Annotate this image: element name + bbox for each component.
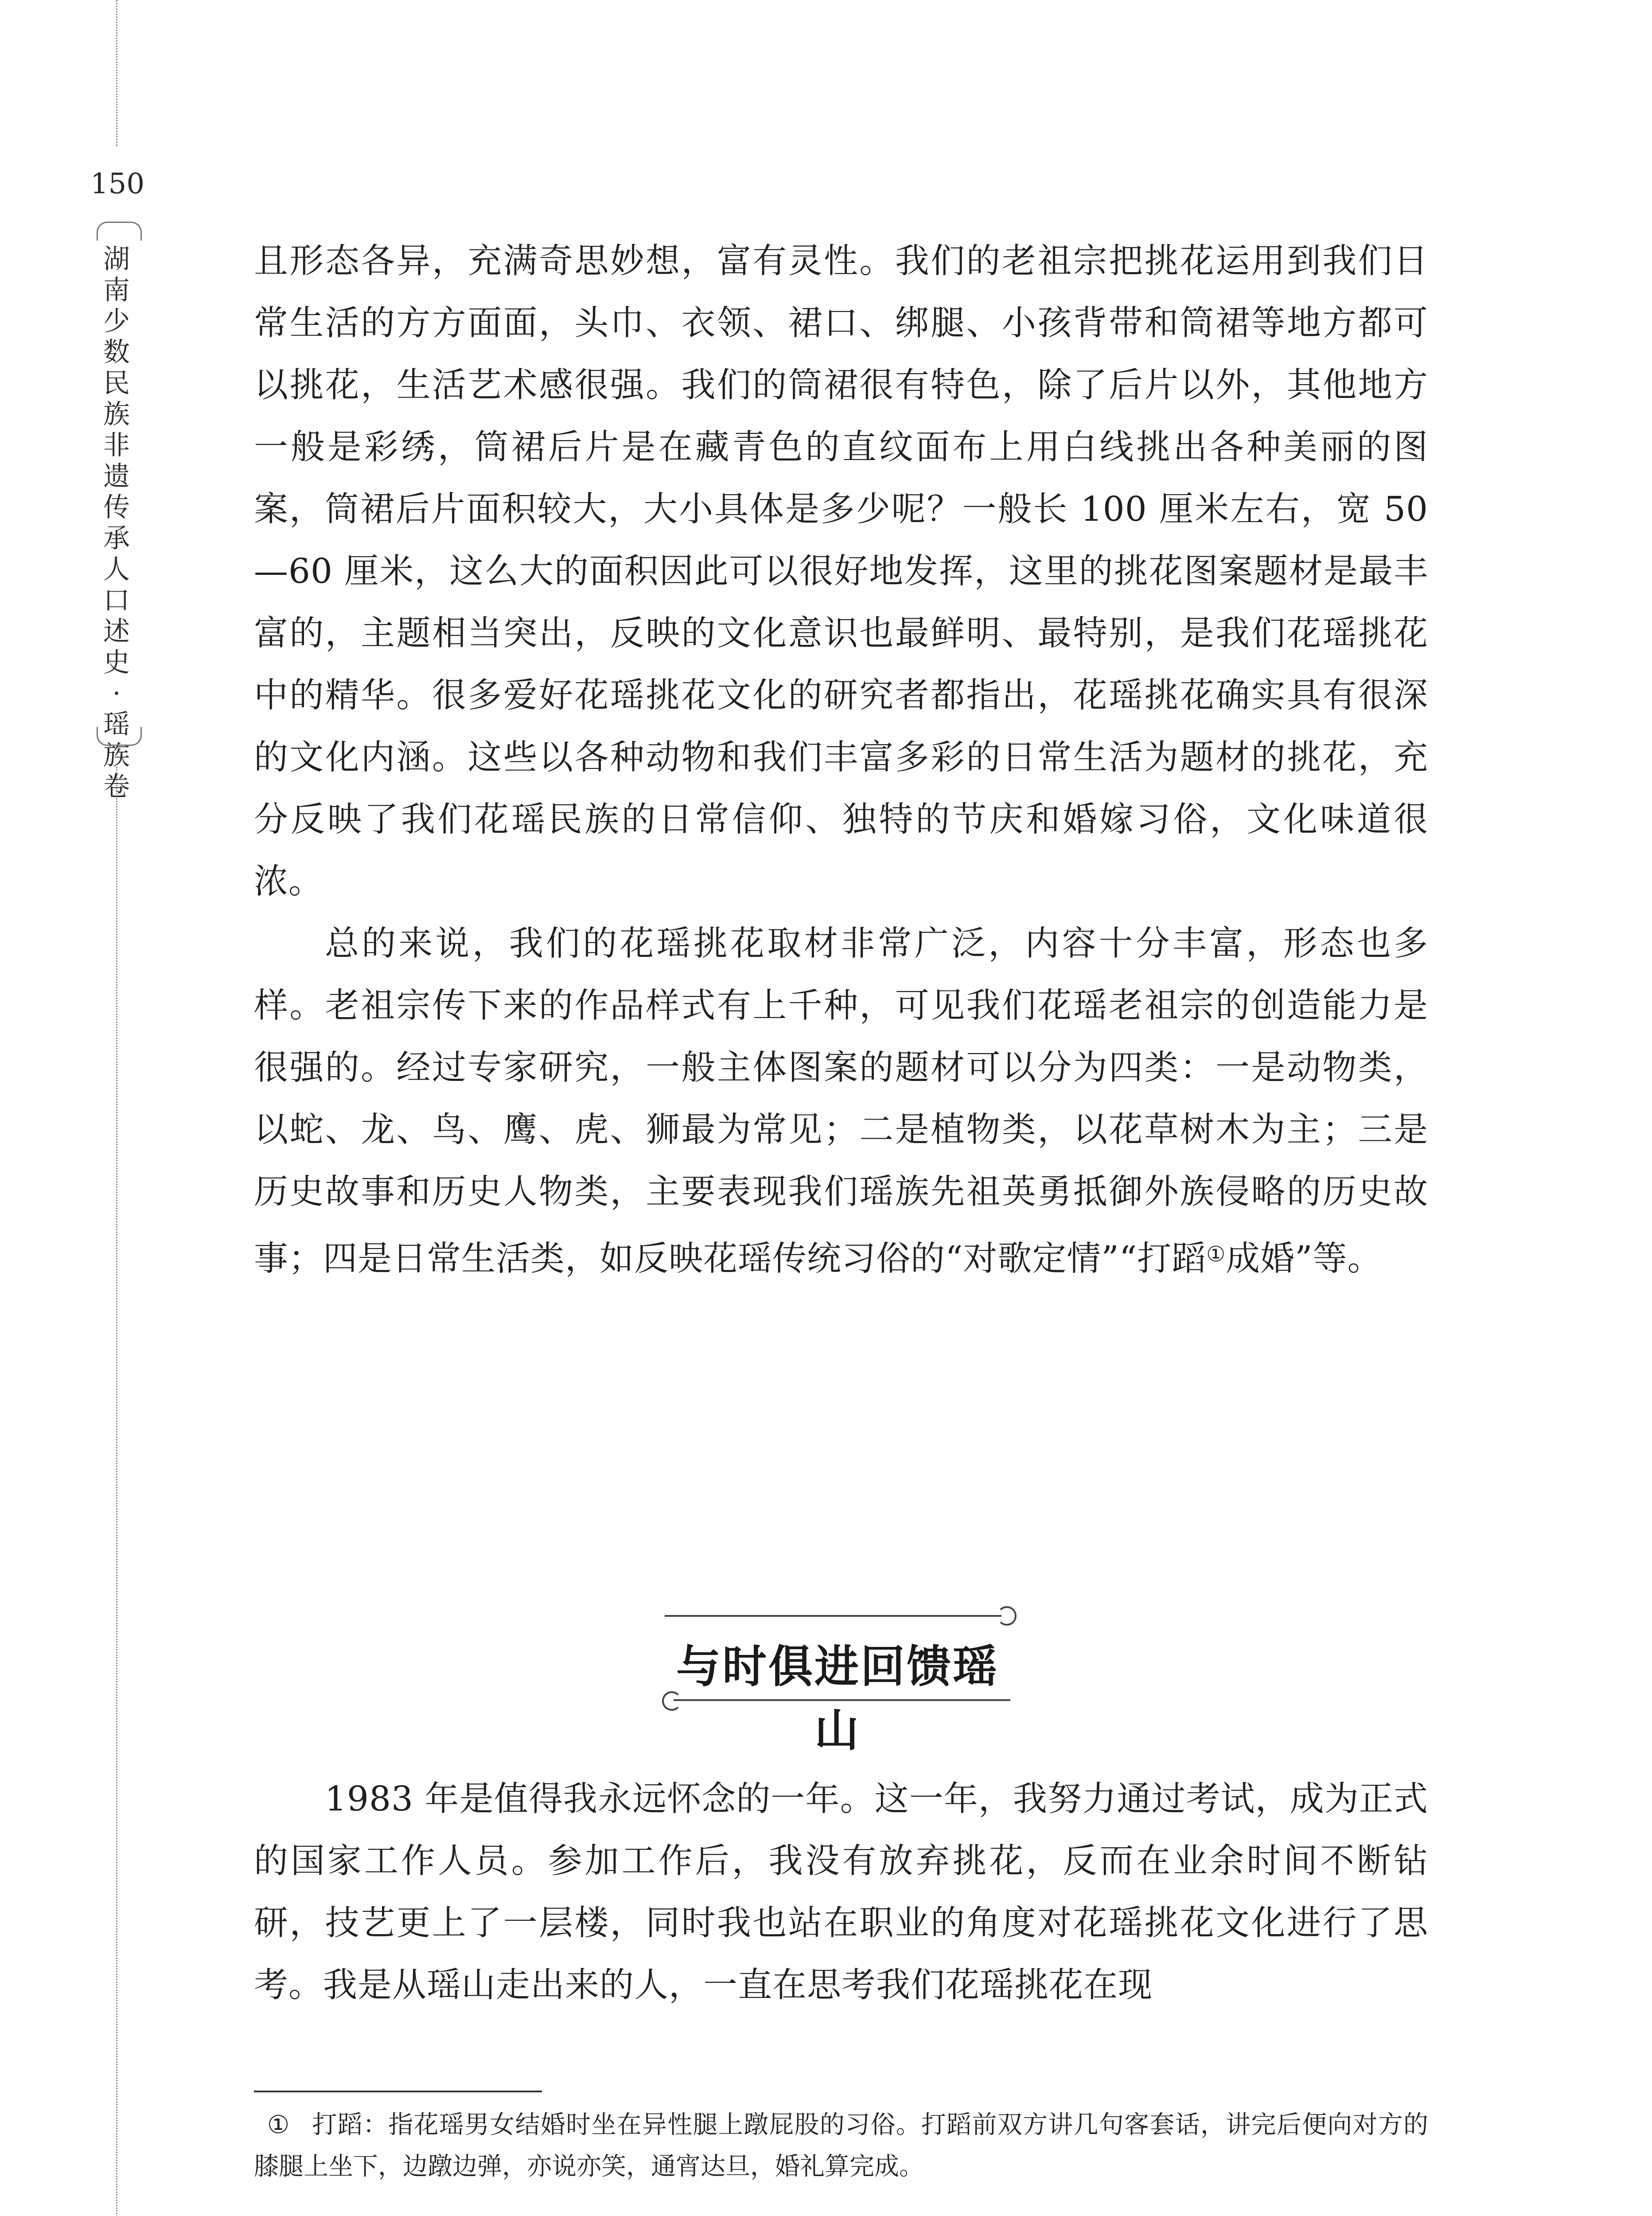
margin-dotted-rule-top — [116, 0, 117, 146]
body-text-lower — [254, 1768, 1428, 2017]
running-title-char: 传 — [103, 492, 130, 523]
section-heading: 与时俱进回馈瑶山 — [676, 1640, 999, 1756]
heading-ornament-line-bottom — [674, 1699, 1010, 1701]
paragraph: 1983 年是值得我永远怀念的一年。这一年，我努力通过考试，成为正式的国家工作人员。参加工作后，我没有放弃挑花，反而在业余时间不断钻研，技艺更上了一层楼，同时我也站在职业的角度对花瑶挑花文化进行了思考。我是从瑶山走出来的人，一直在思考我们花瑶挑花在现 — [254, 1779, 1428, 2005]
paragraph-text: 总的来说，我们的花瑶挑花取材非常广泛，内容十分丰富，形态也多样。老祖宗传下来的作品样式有上千种，可见我们花瑶老祖宗的创造能力是很强的。经过专家研究，一般主体图案的题材可以分为四类：一是动物类，以蛇、龙、鸟、鹰、虎、狮最为常见；二是植物类，以花草树木为主；三是历史故事和历史人物类，主要表现我们瑶族先祖英勇抵御外族侵略的历史故事；四是日常生活类，如反映花瑶传统习俗的“对歌定情”“打蹈 — [254, 924, 1428, 1279]
running-title-char: 湖 — [103, 244, 130, 275]
section-heading-block — [660, 1600, 1015, 1756]
footnote-separator — [254, 2091, 542, 2092]
running-title-char: 非 — [103, 430, 130, 461]
running-title — [97, 244, 136, 802]
running-title-char: · — [112, 678, 121, 709]
page-number: 150 — [90, 168, 145, 200]
running-title-char: 民 — [103, 368, 130, 399]
heading-ornament-line-top — [665, 1615, 1001, 1617]
paragraph: 且形态各异，充满奇思妙想，富有灵性。我们的老祖宗把挑花运用到我们日常生活的方方面面，头巾、衣领、裙口、绑腿、小孩背带和筒裙等地方都可以挑花，生活艺术感很强。我们的筒裙很有特色，除了后片以外，其他地方一般是彩绣，筒裙后片是在藏青色的直纹面布上用白线挑出各种美丽的图案，筒裙后片面积较大，大小具体是多少呢？一般长 100 厘米左右，宽 50—60 厘米，这么大的面积因此可以很好地发挥，这里的挑花图案题材是最丰富的，主题相当突出，反映的文化意识也最鲜明、最特别，是我们花瑶挑花中的精华。很多爱好花瑶挑花文化的研究者都指出，花瑶挑花确实具有很深的文化内涵。这些以各种动物和我们丰富多彩的日常生活为题材的挑花，充分反映了我们花瑶民族的日常信仰、独特的节庆和婚嫁习俗，文化味道很浓。 — [254, 242, 1428, 901]
running-title-char: 少 — [103, 306, 130, 337]
running-title-char: 承 — [103, 523, 130, 554]
running-title-char: 史 — [103, 647, 130, 678]
body-text-upper — [254, 230, 1428, 1290]
margin-dotted-rule-bottom — [116, 767, 117, 2216]
heading-ornament-curl — [662, 1691, 682, 1711]
running-title-char: 口 — [103, 585, 130, 616]
running-title-char: 南 — [103, 275, 130, 306]
footnote-reference[interactable]: ① — [1206, 1242, 1226, 1267]
running-title-char: 族 — [103, 740, 130, 771]
heading-ornament-curl — [997, 1606, 1017, 1626]
running-title-char: 数 — [103, 337, 130, 368]
footnote — [254, 2104, 1428, 2188]
running-title-char: 瑶 — [103, 709, 130, 740]
running-title-bracket-top — [97, 222, 142, 241]
paragraph — [254, 913, 1428, 1290]
footnote-mark: ① — [267, 2111, 290, 2139]
running-title-char: 卷 — [103, 771, 130, 802]
running-title-char: 述 — [103, 616, 130, 647]
running-title-bracket-bottom — [97, 727, 142, 746]
running-title-char: 遗 — [103, 461, 130, 492]
running-title-char: 人 — [103, 554, 130, 585]
footnote-text: 打蹈：指花瑶男女结婚时坐在异性腿上蹾屁股的习俗。打蹈前双方讲几句客套话，讲完后便向对方的膝腿上坐下，边蹾边弹，亦说亦笑，通宵达旦，婚礼算完成。 — [254, 2111, 1429, 2181]
paragraph-text: 成婚”等。 — [1226, 1239, 1382, 1279]
running-title-char: 族 — [103, 399, 130, 430]
